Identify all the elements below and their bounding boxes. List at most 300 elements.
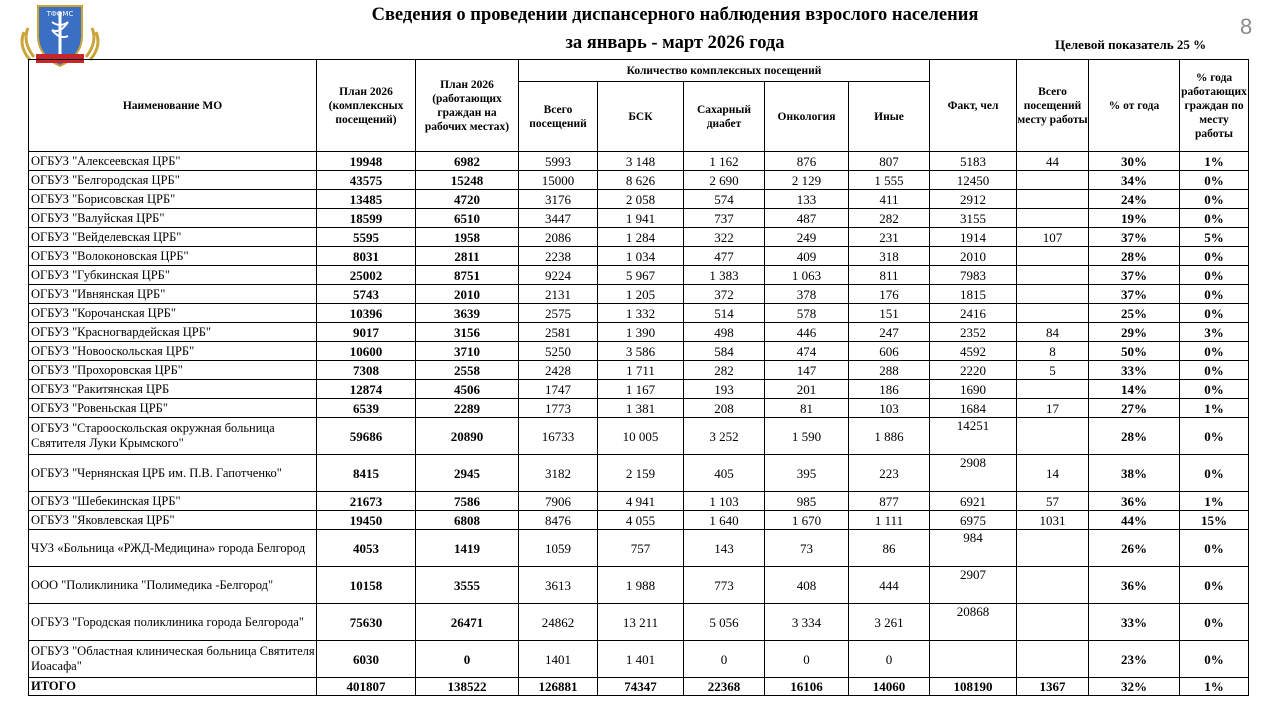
work-visits-cell (1017, 418, 1089, 455)
plan-cell: 59686 (317, 418, 416, 455)
pct-work-cell: 0% (1180, 209, 1249, 228)
total-cell: 3447 (519, 209, 598, 228)
table-row (29, 567, 1280, 604)
pct-work-cell: 5% (1180, 228, 1249, 247)
table-row (29, 228, 1280, 247)
total-cell: 2131 (519, 285, 598, 304)
onco-cell: 0 (765, 641, 849, 678)
bsk-cell: 3 148 (598, 152, 684, 171)
plan-work-cell: 2010 (416, 285, 519, 304)
work-visits-cell: 57 (1017, 492, 1089, 511)
diabetes-cell: 584 (684, 342, 765, 361)
onco-cell: 1 063 (765, 266, 849, 285)
name: ОГБУЗ "Старооскольская окружная больница Святителя Луки Крымского" (29, 418, 317, 455)
pct-year-cell: 25% (1089, 304, 1180, 323)
name: ОГБУЗ "Губкинская ЦРБ" (29, 266, 317, 285)
total-pct-work-cell: 1% (1180, 678, 1249, 696)
pct-work-cell: 0% (1180, 380, 1249, 399)
diabetes-cell: 143 (684, 530, 765, 567)
total-cell: 3613 (519, 567, 598, 604)
plan-work-cell: 15248 (416, 171, 519, 190)
plan-cell: 6539 (317, 399, 416, 418)
other-cell: 176 (849, 285, 930, 304)
onco-cell: 81 (765, 399, 849, 418)
fact-cell (930, 641, 1017, 678)
col-diabetes-header: Сахарный диабет (684, 82, 765, 152)
bsk-cell: 1 390 (598, 323, 684, 342)
other-cell: 282 (849, 209, 930, 228)
onco-cell: 487 (765, 209, 849, 228)
plan-cell: 13485 (317, 190, 416, 209)
pct-work-cell: 3% (1180, 323, 1249, 342)
total-cell: 7906 (519, 492, 598, 511)
plan-work-cell: 1958 (416, 228, 519, 247)
diabetes-cell: 372 (684, 285, 765, 304)
table-row (29, 190, 1280, 209)
onco-cell: 201 (765, 380, 849, 399)
pct-year-cell: 34% (1089, 171, 1180, 190)
onco-cell: 395 (765, 455, 849, 492)
col-pct-work-header: % года работающих граждан по месту работы (1180, 60, 1249, 152)
plan-work-cell: 20890 (416, 418, 519, 455)
onco-cell: 147 (765, 361, 849, 380)
total-cell: 1059 (519, 530, 598, 567)
other-cell: 318 (849, 247, 930, 266)
col-name-header: Наименование МО (29, 60, 317, 152)
plan-cell: 10600 (317, 342, 416, 361)
bsk-cell: 757 (598, 530, 684, 567)
work-visits-cell (1017, 567, 1089, 604)
work-visits-cell: 8 (1017, 342, 1089, 361)
total-plan-work-cell: 138522 (416, 678, 519, 696)
other-cell: 411 (849, 190, 930, 209)
other-cell: 231 (849, 228, 930, 247)
fact-cell: 2907 (930, 567, 1017, 604)
other-cell: 86 (849, 530, 930, 567)
diabetes-cell: 0 (684, 641, 765, 678)
bsk-cell: 1 988 (598, 567, 684, 604)
diabetes-cell: 498 (684, 323, 765, 342)
total-pct-year-cell: 32% (1089, 678, 1180, 696)
total-total-cell: 126881 (519, 678, 598, 696)
col-plan-header: План 2026 (комплексных посещений) (317, 60, 416, 152)
table-row (29, 323, 1280, 342)
work-visits-cell (1017, 530, 1089, 567)
plan-work-cell: 2558 (416, 361, 519, 380)
page-number: 8 (1240, 14, 1253, 39)
name: ОГБУЗ "Яковлевская ЦРБ" (29, 511, 317, 530)
pct-year-cell: 33% (1089, 604, 1180, 641)
pct-work-cell: 0% (1180, 604, 1249, 641)
col-total-header: Всего посещений (519, 82, 598, 152)
pct-work-cell: 0% (1180, 567, 1249, 604)
table-row (29, 380, 1280, 399)
table-row (29, 530, 1280, 567)
pct-year-cell: 26% (1089, 530, 1180, 567)
pct-year-cell: 24% (1089, 190, 1180, 209)
total-cell: 5993 (519, 152, 598, 171)
bsk-cell: 10 005 (598, 418, 684, 455)
diabetes-cell: 737 (684, 209, 765, 228)
onco-cell: 876 (765, 152, 849, 171)
plan-work-cell: 3710 (416, 342, 519, 361)
fact-cell: 2220 (930, 361, 1017, 380)
onco-cell: 249 (765, 228, 849, 247)
onco-cell: 2 129 (765, 171, 849, 190)
pct-work-cell: 0% (1180, 285, 1249, 304)
table-row (29, 266, 1280, 285)
other-cell: 151 (849, 304, 930, 323)
total-cell: 16733 (519, 418, 598, 455)
total-fact-cell: 108190 (930, 678, 1017, 696)
plan-work-cell: 8751 (416, 266, 519, 285)
diabetes-cell: 2 690 (684, 171, 765, 190)
total-cell: 3182 (519, 455, 598, 492)
other-cell: 0 (849, 641, 930, 678)
table-row (29, 455, 1280, 492)
bsk-cell: 1 711 (598, 361, 684, 380)
diabetes-cell: 514 (684, 304, 765, 323)
table-row (29, 492, 1280, 511)
bsk-cell: 1 034 (598, 247, 684, 266)
logo-text: ТФОМС (46, 10, 74, 18)
pct-work-cell: 0% (1180, 418, 1249, 455)
diabetes-cell: 405 (684, 455, 765, 492)
onco-cell: 3 334 (765, 604, 849, 641)
other-cell: 186 (849, 380, 930, 399)
name: ОГБУЗ "Валуйская ЦРБ" (29, 209, 317, 228)
col-bsk-header: БСК (598, 82, 684, 152)
plan-work-cell: 0 (416, 641, 519, 678)
fact-cell: 7983 (930, 266, 1017, 285)
fact-cell: 3155 (930, 209, 1017, 228)
total-cell: 5250 (519, 342, 598, 361)
fact-cell: 14251 (930, 418, 1017, 455)
onco-cell: 985 (765, 492, 849, 511)
pct-year-cell: 50% (1089, 342, 1180, 361)
bsk-cell: 1 284 (598, 228, 684, 247)
diabetes-cell: 193 (684, 380, 765, 399)
onco-cell: 73 (765, 530, 849, 567)
diabetes-cell: 1 640 (684, 511, 765, 530)
onco-cell: 409 (765, 247, 849, 266)
plan-cell: 6030 (317, 641, 416, 678)
bsk-cell: 1 941 (598, 209, 684, 228)
total-cell: 2238 (519, 247, 598, 266)
table-row (29, 247, 1280, 266)
bsk-cell: 1 401 (598, 641, 684, 678)
name: ОГБУЗ "Корочанская ЦРБ" (29, 304, 317, 323)
total-cell: 2086 (519, 228, 598, 247)
table-row (29, 604, 1280, 641)
plan-work-cell: 6982 (416, 152, 519, 171)
pct-work-cell: 0% (1180, 342, 1249, 361)
bsk-cell: 5 967 (598, 266, 684, 285)
other-cell: 247 (849, 323, 930, 342)
pct-year-cell: 29% (1089, 323, 1180, 342)
other-cell: 103 (849, 399, 930, 418)
total-diabetes-cell: 22368 (684, 678, 765, 696)
other-cell: 1 886 (849, 418, 930, 455)
fact-cell: 1914 (930, 228, 1017, 247)
plan-work-cell: 3156 (416, 323, 519, 342)
col-pct-year-header: % от года (1089, 60, 1180, 152)
bsk-cell: 4 941 (598, 492, 684, 511)
work-visits-cell (1017, 266, 1089, 285)
work-visits-cell: 17 (1017, 399, 1089, 418)
table-row (29, 209, 1280, 228)
name: ОГБУЗ "Новооскольская ЦРБ" (29, 342, 317, 361)
name: ОГБУЗ "Белгородская ЦРБ" (29, 171, 317, 190)
fact-cell: 1684 (930, 399, 1017, 418)
other-cell: 811 (849, 266, 930, 285)
onco-cell: 446 (765, 323, 849, 342)
bsk-cell: 2 159 (598, 455, 684, 492)
pct-work-cell: 1% (1180, 152, 1249, 171)
fact-cell: 2010 (930, 247, 1017, 266)
name: ОГБУЗ "Волоконовская ЦРБ" (29, 247, 317, 266)
name: ОГБУЗ "Прохоровская ЦРБ" (29, 361, 317, 380)
pct-work-cell: 0% (1180, 190, 1249, 209)
table-row (29, 304, 1280, 323)
plan-cell: 10158 (317, 567, 416, 604)
work-visits-cell (1017, 604, 1089, 641)
onco-cell: 578 (765, 304, 849, 323)
onco-cell: 1 590 (765, 418, 849, 455)
pct-work-cell: 0% (1180, 304, 1249, 323)
bsk-cell: 8 626 (598, 171, 684, 190)
work-visits-cell: 1031 (1017, 511, 1089, 530)
other-cell: 444 (849, 567, 930, 604)
name: ОГБУЗ "Борисовская ЦРБ" (29, 190, 317, 209)
total-cell: 9224 (519, 266, 598, 285)
other-cell: 288 (849, 361, 930, 380)
plan-work-cell: 4506 (416, 380, 519, 399)
col-other-header: Иные (849, 82, 930, 152)
work-visits-cell (1017, 247, 1089, 266)
plan-cell: 9017 (317, 323, 416, 342)
onco-cell: 1 670 (765, 511, 849, 530)
col-onco-header: Онкология (765, 82, 849, 152)
pct-year-cell: 36% (1089, 567, 1180, 604)
total-plan-cell: 401807 (317, 678, 416, 696)
pct-year-cell: 27% (1089, 399, 1180, 418)
diabetes-cell: 1 103 (684, 492, 765, 511)
table-row (29, 641, 1280, 678)
fact-cell: 2352 (930, 323, 1017, 342)
onco-cell: 408 (765, 567, 849, 604)
pct-year-cell: 36% (1089, 492, 1180, 511)
col-visits-group-header: Количество комплексных посещений (519, 60, 930, 82)
name: ОГБУЗ "Областная клиническая больница Святителя Иоасафа" (29, 641, 317, 678)
bsk-cell: 1 167 (598, 380, 684, 399)
fact-cell: 5183 (930, 152, 1017, 171)
plan-cell: 5595 (317, 228, 416, 247)
plan-cell: 5743 (317, 285, 416, 304)
total-cell: 3176 (519, 190, 598, 209)
fact-cell: 984 (930, 530, 1017, 567)
plan-work-cell: 3639 (416, 304, 519, 323)
pct-year-cell: 28% (1089, 247, 1180, 266)
diabetes-cell: 3 252 (684, 418, 765, 455)
col-fact-header: Факт, чел (930, 60, 1017, 152)
plan-cell: 8415 (317, 455, 416, 492)
work-visits-cell (1017, 380, 1089, 399)
work-visits-cell (1017, 304, 1089, 323)
plan-cell: 8031 (317, 247, 416, 266)
onco-cell: 378 (765, 285, 849, 304)
other-cell: 1 555 (849, 171, 930, 190)
pct-work-cell: 1% (1180, 399, 1249, 418)
name: ООО "Поликлиника "Полимедика -Белгород" (29, 567, 317, 604)
total-work-visits-cell: 1367 (1017, 678, 1089, 696)
plan-cell: 10396 (317, 304, 416, 323)
diabetes-cell: 5 056 (684, 604, 765, 641)
name: ОГБУЗ "Ровеньская ЦРБ" (29, 399, 317, 418)
pct-year-cell: 30% (1089, 152, 1180, 171)
diabetes-cell: 574 (684, 190, 765, 209)
fact-cell: 1690 (930, 380, 1017, 399)
bsk-cell: 1 332 (598, 304, 684, 323)
name: ОГБУЗ "Шебекинская ЦРБ" (29, 492, 317, 511)
pct-year-cell: 37% (1089, 228, 1180, 247)
other-cell: 1 111 (849, 511, 930, 530)
total-other-cell: 14060 (849, 678, 930, 696)
table-row (29, 418, 1280, 455)
dispensary-table (28, 59, 1280, 696)
work-visits-cell: 5 (1017, 361, 1089, 380)
pct-work-cell: 0% (1180, 641, 1249, 678)
plan-work-cell: 2945 (416, 455, 519, 492)
table-row (29, 152, 1280, 171)
total-bsk-cell: 74347 (598, 678, 684, 696)
diabetes-cell: 477 (684, 247, 765, 266)
pct-work-cell: 0% (1180, 361, 1249, 380)
fact-cell: 20868 (930, 604, 1017, 641)
plan-work-cell: 7586 (416, 492, 519, 511)
pct-year-cell: 38% (1089, 455, 1180, 492)
work-visits-cell: 84 (1017, 323, 1089, 342)
target-indicator: Целевой показатель 25 % (1055, 37, 1207, 52)
pct-work-cell: 0% (1180, 530, 1249, 567)
total-cell: 15000 (519, 171, 598, 190)
other-cell: 606 (849, 342, 930, 361)
total-onco-cell: 16106 (765, 678, 849, 696)
name: ОГБУЗ "Ракитянская ЦРБ (29, 380, 317, 399)
table-row (29, 342, 1280, 361)
fact-cell: 1815 (930, 285, 1017, 304)
pct-year-cell: 19% (1089, 209, 1180, 228)
fact-cell: 4592 (930, 342, 1017, 361)
diabetes-cell: 282 (684, 361, 765, 380)
plan-cell: 19450 (317, 511, 416, 530)
plan-work-cell: 6808 (416, 511, 519, 530)
work-visits-cell (1017, 285, 1089, 304)
total-cell: 1747 (519, 380, 598, 399)
bsk-cell: 3 586 (598, 342, 684, 361)
other-cell: 3 261 (849, 604, 930, 641)
name: ЧУЗ «Больница «РЖД-Медицина» города Белгород (29, 530, 317, 567)
table-row (29, 399, 1280, 418)
total-cell: 8476 (519, 511, 598, 530)
pct-year-cell: 44% (1089, 511, 1180, 530)
plan-cell: 21673 (317, 492, 416, 511)
name: ОГБУЗ "Красногвардейская ЦРБ" (29, 323, 317, 342)
pct-work-cell: 0% (1180, 266, 1249, 285)
pct-year-cell: 33% (1089, 361, 1180, 380)
pct-year-cell: 28% (1089, 418, 1180, 455)
total-name: ИТОГО (29, 678, 317, 696)
total-cell: 24862 (519, 604, 598, 641)
name: ОГБУЗ "Ивнянская ЦРБ" (29, 285, 317, 304)
diabetes-cell: 322 (684, 228, 765, 247)
name: ОГБУЗ "Чернянская ЦРБ им. П.В. Гапотченко" (29, 455, 317, 492)
fact-cell: 2416 (930, 304, 1017, 323)
col-work-visits-header: Всего посещений месту работы (1017, 60, 1089, 152)
plan-cell: 25002 (317, 266, 416, 285)
plan-cell: 12874 (317, 380, 416, 399)
plan-cell: 75630 (317, 604, 416, 641)
pct-work-cell: 1% (1180, 492, 1249, 511)
fact-cell: 12450 (930, 171, 1017, 190)
pct-work-cell: 15% (1180, 511, 1249, 530)
diabetes-cell: 773 (684, 567, 765, 604)
name: ОГБУЗ "Алексеевская ЦРБ" (29, 152, 317, 171)
work-visits-cell (1017, 641, 1089, 678)
pct-year-cell: 14% (1089, 380, 1180, 399)
totals-row (29, 678, 1280, 696)
table-row (29, 361, 1280, 380)
table-row (29, 511, 1280, 530)
other-cell: 807 (849, 152, 930, 171)
diabetes-cell: 208 (684, 399, 765, 418)
plan-work-cell: 2811 (416, 247, 519, 266)
total-cell: 1401 (519, 641, 598, 678)
plan-cell: 4053 (317, 530, 416, 567)
bsk-cell: 13 211 (598, 604, 684, 641)
plan-cell: 19948 (317, 152, 416, 171)
diabetes-cell: 1 383 (684, 266, 765, 285)
plan-work-cell: 3555 (416, 567, 519, 604)
page-title: Сведения о проведении диспансерного наблюдения взрослого населения (371, 5, 979, 25)
onco-cell: 133 (765, 190, 849, 209)
bsk-cell: 4 055 (598, 511, 684, 530)
onco-cell: 474 (765, 342, 849, 361)
plan-work-cell: 6510 (416, 209, 519, 228)
pct-year-cell: 37% (1089, 285, 1180, 304)
work-visits-cell (1017, 190, 1089, 209)
total-cell: 2428 (519, 361, 598, 380)
plan-work-cell: 26471 (416, 604, 519, 641)
plan-cell: 7308 (317, 361, 416, 380)
pct-year-cell: 23% (1089, 641, 1180, 678)
bsk-cell: 2 058 (598, 190, 684, 209)
work-visits-cell: 44 (1017, 152, 1089, 171)
page-subtitle: за январь - март 2026 года (565, 33, 785, 53)
pct-year-cell: 37% (1089, 266, 1180, 285)
fact-cell: 6975 (930, 511, 1017, 530)
other-cell: 223 (849, 455, 930, 492)
table-row (29, 171, 1280, 190)
work-visits-cell (1017, 209, 1089, 228)
plan-cell: 43575 (317, 171, 416, 190)
work-visits-cell: 107 (1017, 228, 1089, 247)
diabetes-cell: 1 162 (684, 152, 765, 171)
name: ОГБУЗ "Вейделевская ЦРБ" (29, 228, 317, 247)
total-cell: 2581 (519, 323, 598, 342)
total-cell: 2575 (519, 304, 598, 323)
plan-work-cell: 4720 (416, 190, 519, 209)
